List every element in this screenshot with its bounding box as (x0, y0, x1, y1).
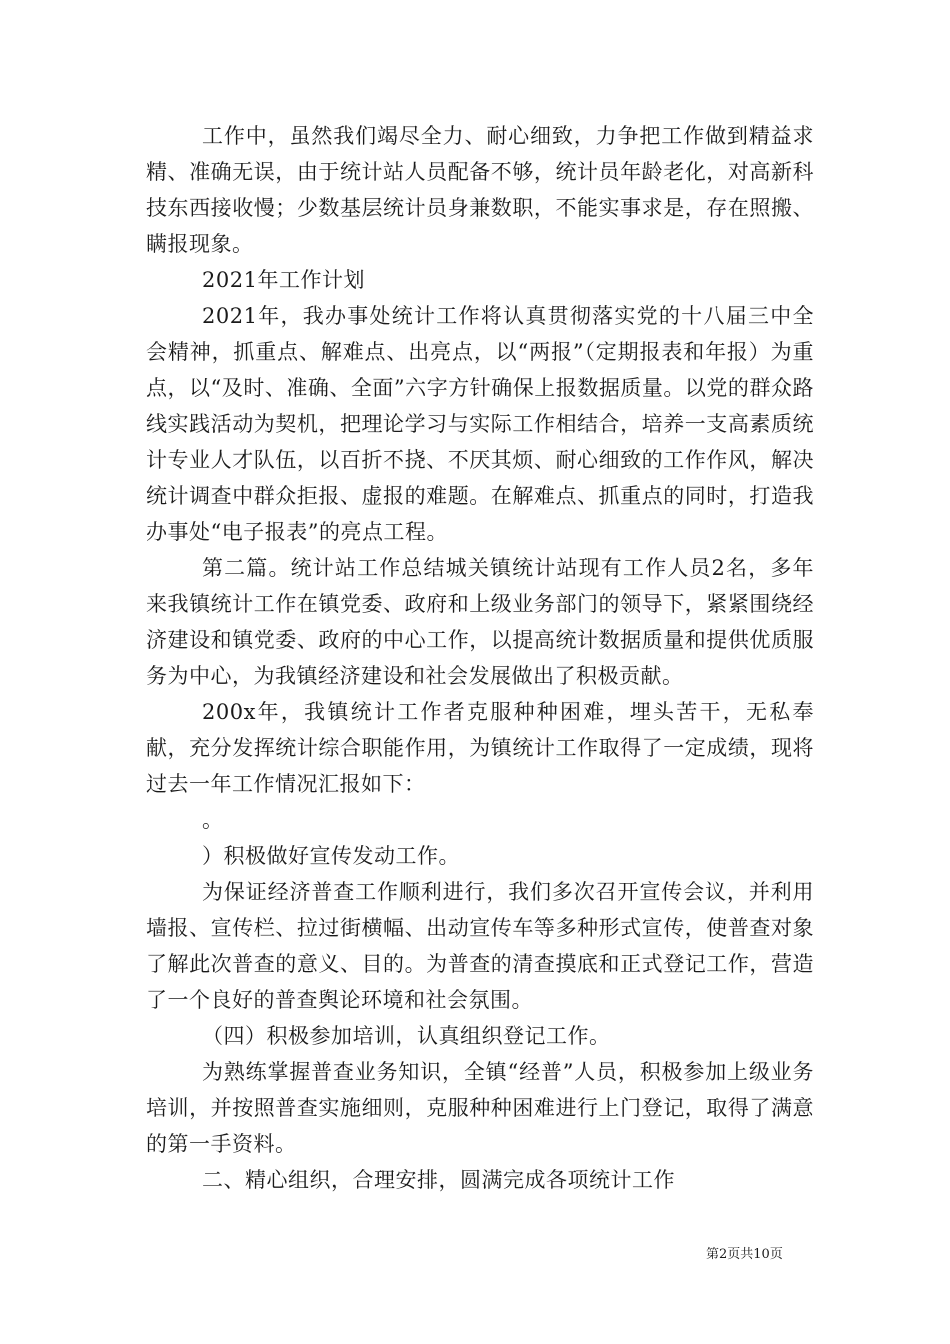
paragraph-work-plan: 2021年，我办事处统计工作将认真贯彻落实党的十八届三中全会精神，抓重点、解难点、出亮点，以“两报”（定期报表和年报）为重点，以“及时、准确、全面”六字方针确保上报数据质量。以党的群众路线实践活动为契机，把理论学习与实际工作相结合，培养一支高素质统计专业人才队伍，以百折不挠、不厌其烦、耐心细致的工作作风，解决统计调查中群众拒报、虚报的难题。在解难点、抓重点的同时，打造我办事处“电子报表”的亮点工程。 (146, 304, 814, 544)
paragraph-second-article: 第二篇。统计站工作总结城关镇统计站现有工作人员2名，多年来我镇统计工作在镇党委、政府和上级业务部门的领导下，紧紧围绕经济建设和镇党委、政府的中心工作，以提高统计数据质量和提供优质服务为中心，为我镇经济建设和社会发展做出了积极贡献。 (146, 556, 814, 688)
paragraph-annual-summary: 200x年，我镇统计工作者克服种种困难，埋头苦干，无私奉献，充分发挥统计综合职能作用，为镇统计工作取得了一定成绩，现将过去一年工作情况汇报如下： (146, 700, 814, 796)
paragraph-work-issues: 工作中，虽然我们竭尽全力、耐心细致，力争把工作做到精益求精、准确无误，由于统计站人员配备不够，统计员年龄老化，对高新科技东西接收慢；少数基层统计员身兼数职，不能实事求是，存在照搬、瞒报现象。 (146, 124, 814, 256)
paragraph-publicity: 为保证经济普查工作顺利进行，我们多次召开宣传会议，并利用墙报、宣传栏、拉过街横幅、出动宣传车等多种形式宣传，使普查对象了解此次普查的意义、目的。为普查的清查摸底和正式登记工作，营造了一个良好的普查舆论环境和社会氛围。 (146, 880, 814, 1012)
document-body (146, 118, 814, 1198)
heading-publicity: ）积极做好宣传发动工作。 (202, 844, 460, 868)
page-number-footer: 第2页共10页 (706, 1247, 783, 1262)
paragraph-training: 为熟练掌握普查业务知识，全镇“经普”人员，积极参加上级业务培训，并按照普查实施细则，克服种种困难进行上门登记，取得了满意的第一手资料。 (146, 1060, 814, 1156)
heading-training: （四）积极参加培训，认真组织登记工作。 (202, 1024, 611, 1048)
heading-organization: 二、精心组织，合理安排，圆满完成各项统计工作 (202, 1168, 675, 1192)
paragraph-period-mark: 。 (202, 808, 224, 832)
heading-work-plan: 2021年工作计划 (202, 268, 365, 292)
